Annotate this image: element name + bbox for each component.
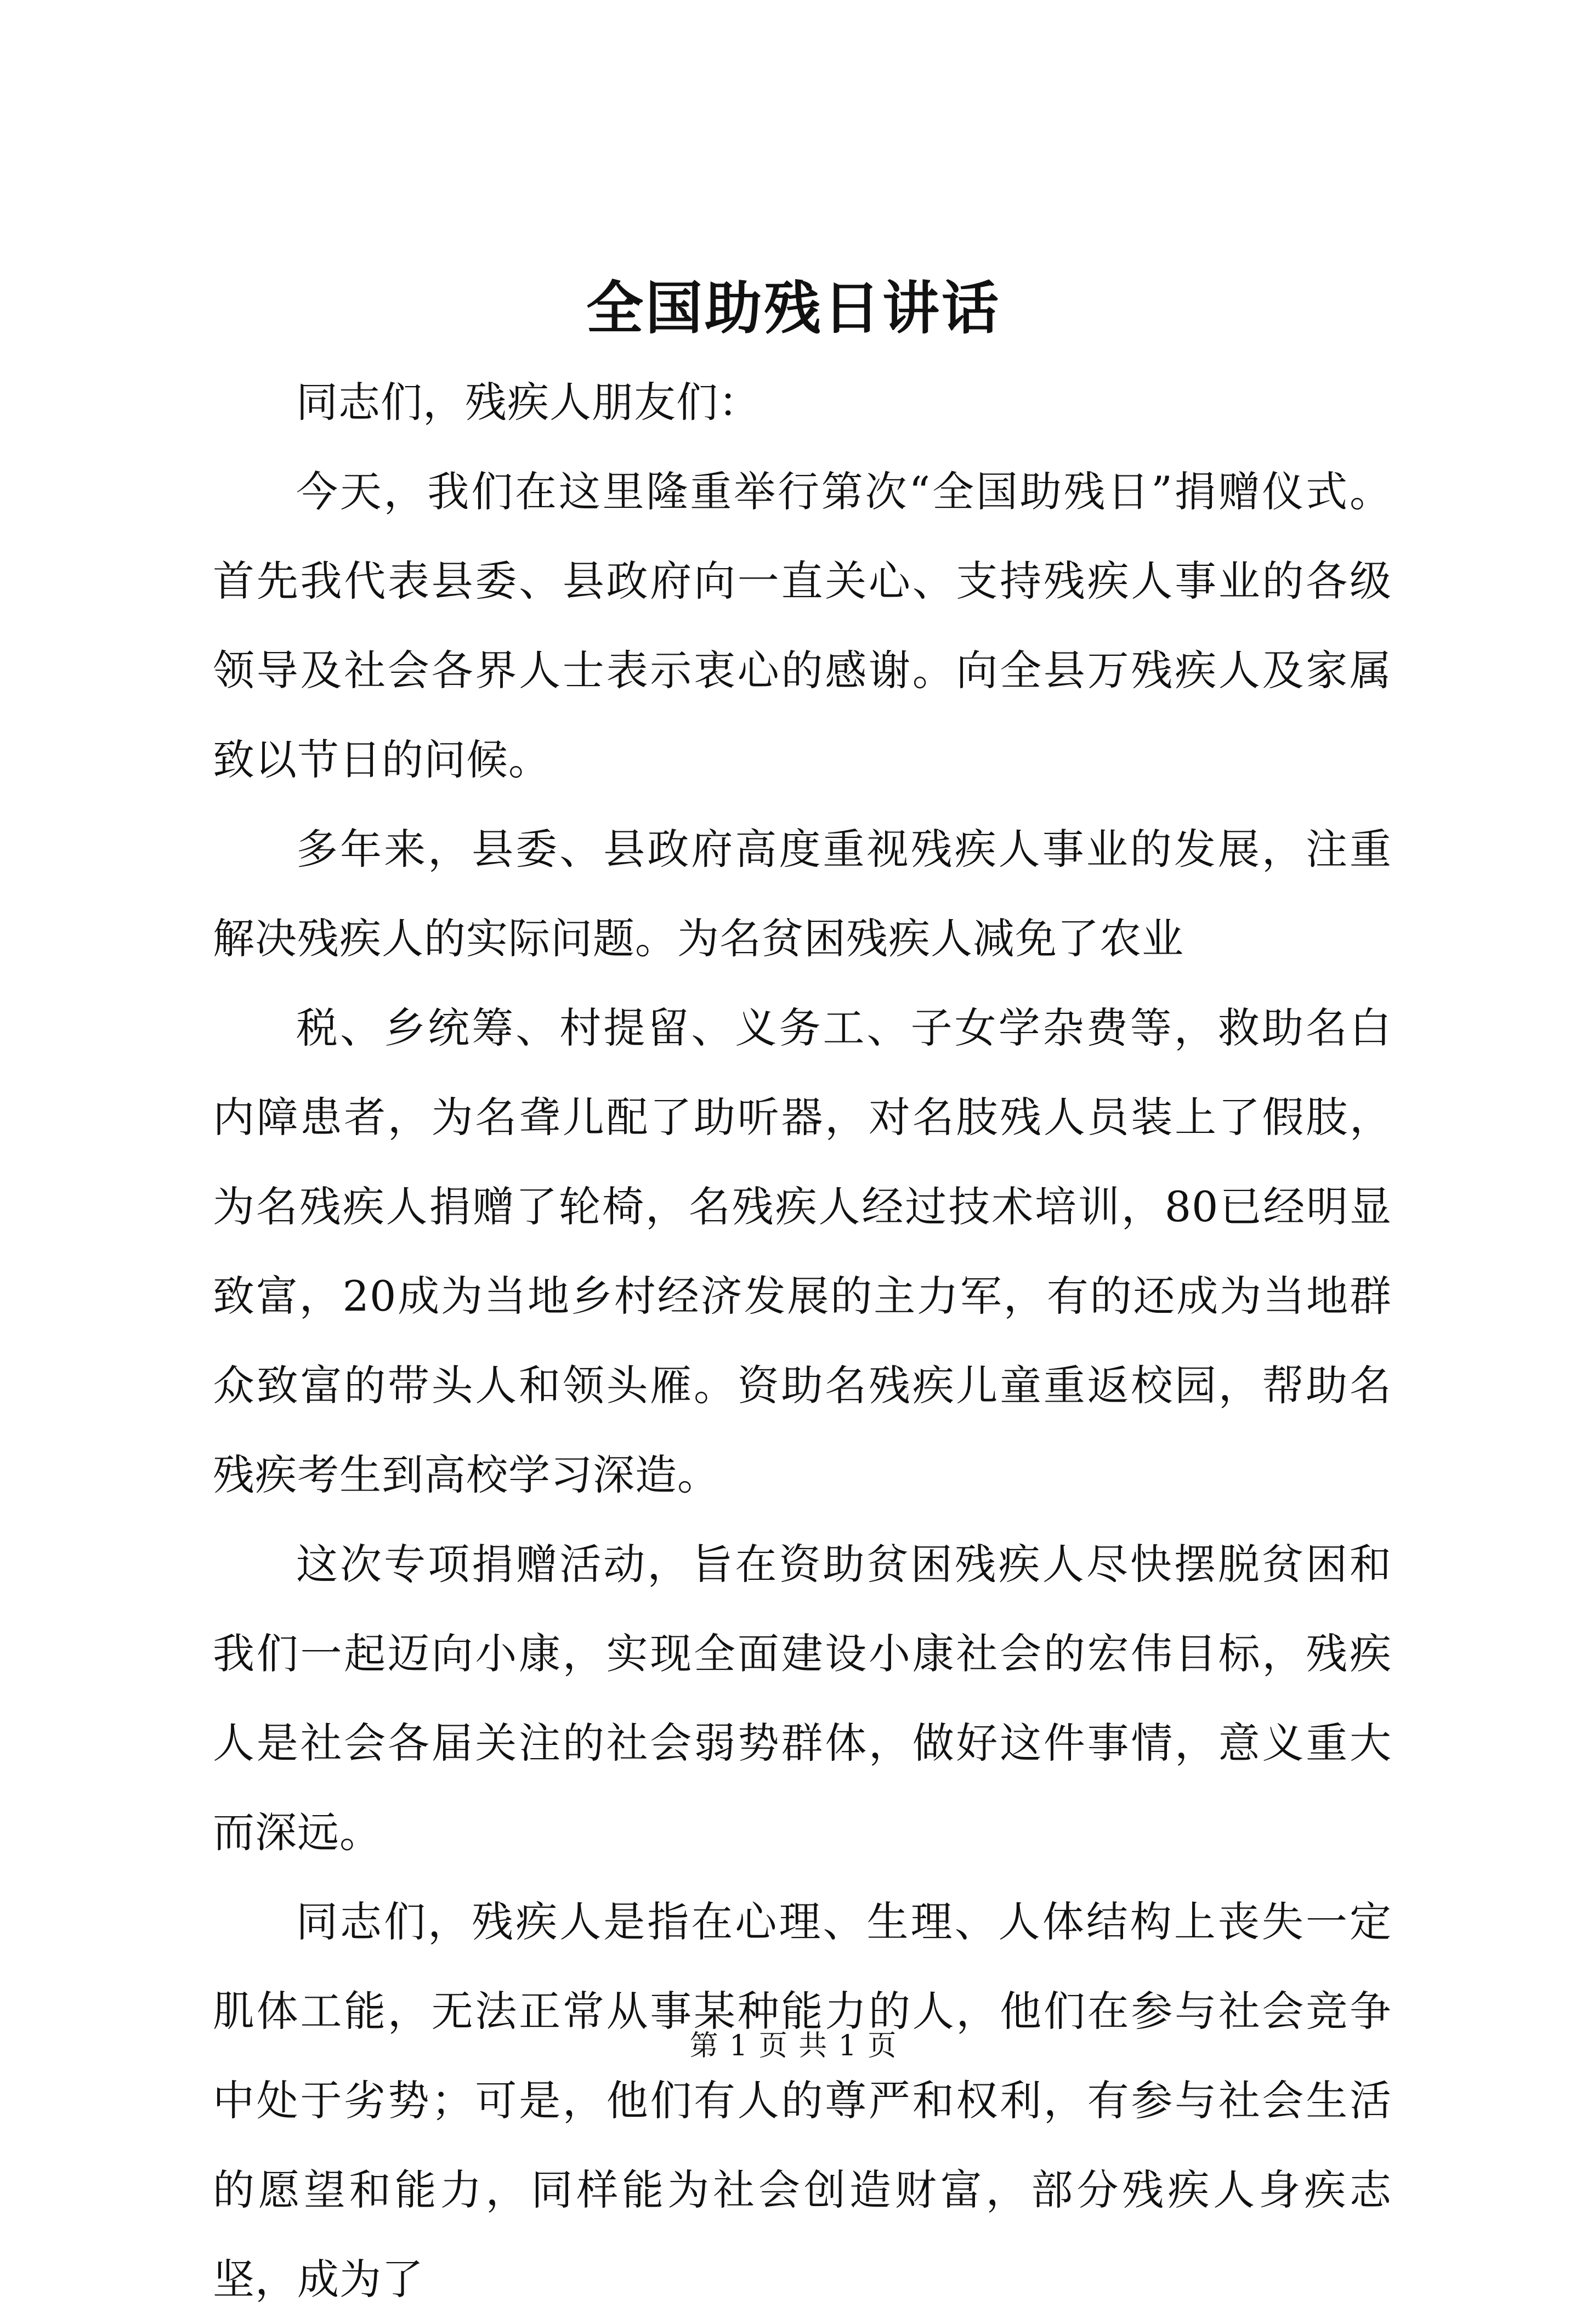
paragraph-greeting: 同志们，残疾人朋友们： (296, 378, 761, 427)
page-footer: 第 1 页 共 1 页 (689, 2030, 898, 2062)
paragraph-achievements-detail: 税、乡统筹、村提留、义务工、子女学杂费等，救助名白内障患者，为名聋儿配了助听器，对名肢残人员装上了假肢，为名残疾人捐赠了轮椅，名残疾人经过技术培训，80已经明显致富，20成为当地乡村经济发展的主力军，有的还成为当地群众致富的带头人和领头雁。资助名残疾儿童重返校园，帮助名残疾考生到高校学习深造。 (213, 1004, 1392, 1499)
paragraph-achievements-intro: 多年来，县委、县政府高度重视残疾人事业的发展，注重解决残疾人的实际问题。为名贫困残疾人减免了农业 (213, 825, 1392, 963)
paragraph-donation-purpose: 这次专项捐赠活动，旨在资助贫困残疾人尽快摆脱贫困和我们一起迈向小康，实现全面建设小康社会的宏伟目标，残疾人是社会各届关注的社会弱势群体，做好这件事情，意义重大而深远。 (213, 1540, 1392, 1857)
paragraph-opening: 今天，我们在这里隆重举行第次“全国助残日”捐赠仪式。首先我代表县委、县政府向一直关心、支持残疾人事业的各级领导及社会各界人士表示衷心的感谢。向全县万残疾人及家属致以节日的问候。 (213, 467, 1392, 784)
paragraph-disability-definition: 同志们，残疾人是指在心理、生理、人体结构上丧失一定肌体工能，无法正常从事某种能力的人，他们在参与社会竞争中处于劣势；可是，他们有人的尊严和权利，有参与社会生活的愿望和能力，同样能为社会创造财富，部分残疾人身疾志坚，成为了 (213, 1897, 1392, 2304)
document-title: 全国助残日讲话 (586, 274, 1001, 342)
